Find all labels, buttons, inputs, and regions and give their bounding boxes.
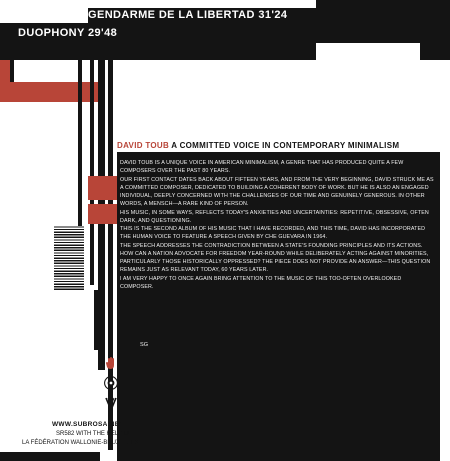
liner-author: DAVID TOUB <box>117 141 170 150</box>
header-lower-band <box>0 43 316 60</box>
header-band-right <box>420 23 450 60</box>
track-title-second: DUOPHONY 29'48 <box>18 27 118 39</box>
red-horizontal-bar <box>10 82 100 102</box>
liner-paragraph: THE SPEECH ADDRESSES THE CONTRADICTION BETWEEN A STATE'S FOUNDING PRINCIPLES AND ITS ACTIONS. HOW CAN A NATION ADVOCATE FOR FREEDOM YEAR-ROUND WHILE DELIBERATELY ACTING AGAINST MINORITIES, PARTICULARLY THOSE HISTORICALLY OPPRESSED? THE PIECE DOES NOT PROVIDE AN ANSWER—THIS QUESTION REMAINS JUST AS RELEVANT TODAY, 60 YEARS LATER. <box>120 242 431 274</box>
liner-paragraph: DAVID TOUB IS A UNIQUE VOICE IN AMERICAN MINIMALISM, A GENRE THAT HAS PRODUCED QUITE A FEW COMPOSERS OVER THE PAST 80 YEARS. <box>120 160 404 175</box>
hand-icon <box>106 356 116 368</box>
bottom-strip <box>117 452 440 461</box>
liner-paragraph: OUR FIRST CONTACT DATES BACK ABOUT FIFTEEN YEARS, AND FROM THE VERY BEGINNING, DAVID STRUCK ME AS A COMMITTED COMPOSER, DEDICATED TO BUILDING A COHERENT BODY OF WORK. BUT HE IS ALSO AN ENGAGED INDIVIDUAL, DEEPLY CONCERNED WITH THE CHALLENGES OF OUR TIME AND GENUINELY GENEROUS. IN OTHER WORDS, A MENSCH—A RARE KIND OF PERSON. <box>120 176 434 208</box>
top-right-bar <box>316 0 450 23</box>
liner-signature: SG <box>140 342 149 348</box>
liner-paragraph: I AM VERY HAPPY TO ONCE AGAIN BRING ATTENTION TO THE MUSIC OF THIS TOO-OFTEN OVERLOOKED COMPOSER. <box>120 275 402 290</box>
liner-notes-body <box>120 159 434 291</box>
red-block-right-2 <box>88 204 117 224</box>
vertical-stripe-2 <box>90 60 94 285</box>
sponsor-credit: LA FÉDÉRATION WALLONIE-BRUXELLES <box>22 440 139 446</box>
website-link[interactable]: WWW.SUBROSA.NET <box>52 421 124 428</box>
barcode <box>54 226 84 290</box>
catalog-credit: SR582 WITH THE HELP OF <box>56 431 133 437</box>
liner-paragraph: HIS MUSIC, IN SOME WAYS, REFLECTS TODAY'S ANXIETIES AND UNCERTAINTIES: REPETITIVE, OBSESSIVE, OFTEN DARK, AND QUESTIONING. <box>120 209 429 224</box>
track-title-top: GENDARME DE LA LIBERTAD 31'24 <box>88 9 288 21</box>
bottom-left-bar <box>0 452 100 461</box>
liner-title: A COMMITTED VOICE IN CONTEMPORARY MINIMALISM <box>171 141 400 150</box>
vertical-stripe-4 <box>108 60 113 450</box>
liner-paragraph: THIS IS THE SECOND ALBUM OF HIS MUSIC THAT I HAVE RECORDED, AND THIS TIME, DAVID HAS INCORPORATED THE HUMAN VOICE TO FEATURE A SPEECH GIVEN BY CHE GUEVARA IN 1964. <box>120 226 426 241</box>
short-stripe <box>94 290 98 350</box>
wallonie-bruxelles-logo-icon <box>104 396 118 412</box>
label-logo-icon <box>104 376 118 390</box>
red-block-right-1 <box>88 176 117 200</box>
liner-heading <box>117 139 450 152</box>
red-vertical-bar <box>0 60 10 102</box>
